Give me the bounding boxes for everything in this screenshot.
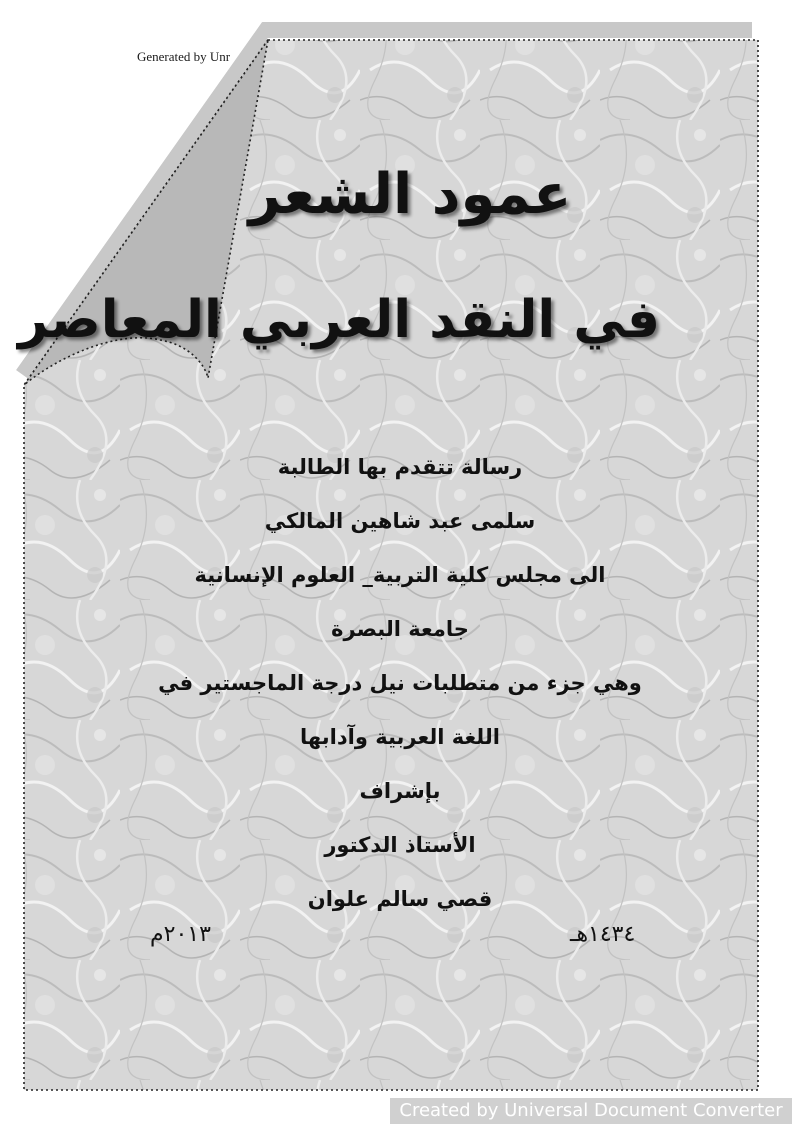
submission-details	[90, 440, 710, 926]
department-line: اللغة العربية وآدابها	[300, 725, 500, 749]
gregorian-date: ٢٠١٣م	[150, 922, 211, 947]
converter-watermark: Created by Universal Document Converter	[390, 1098, 792, 1124]
supervisor-title: الأستاذ الدكتور	[324, 833, 476, 857]
supervisor-name: قصي سالم علوان	[307, 887, 493, 911]
supervision-label: بإشراف	[359, 779, 441, 803]
generated-by-note: Generated by Unr	[137, 49, 231, 64]
hijri-date: ١٤٣٤هـ	[570, 922, 636, 947]
degree-line: وهي جزء من متطلبات نيل درجة الماجستير في	[158, 671, 642, 695]
submission-line: رسالة تتقدم بها الطالبة	[277, 455, 523, 479]
college-line: الى مجلس كلية التربية_ العلوم الإنسانية	[194, 563, 606, 587]
university-name: جامعة البصرة	[331, 617, 469, 641]
student-name: سلمى عبد شاهين المالكي	[264, 509, 536, 533]
thesis-title-line-1: عمود الشعر	[248, 162, 572, 227]
thesis-title-line-2: في النقد العربي المعاصر	[18, 290, 660, 350]
